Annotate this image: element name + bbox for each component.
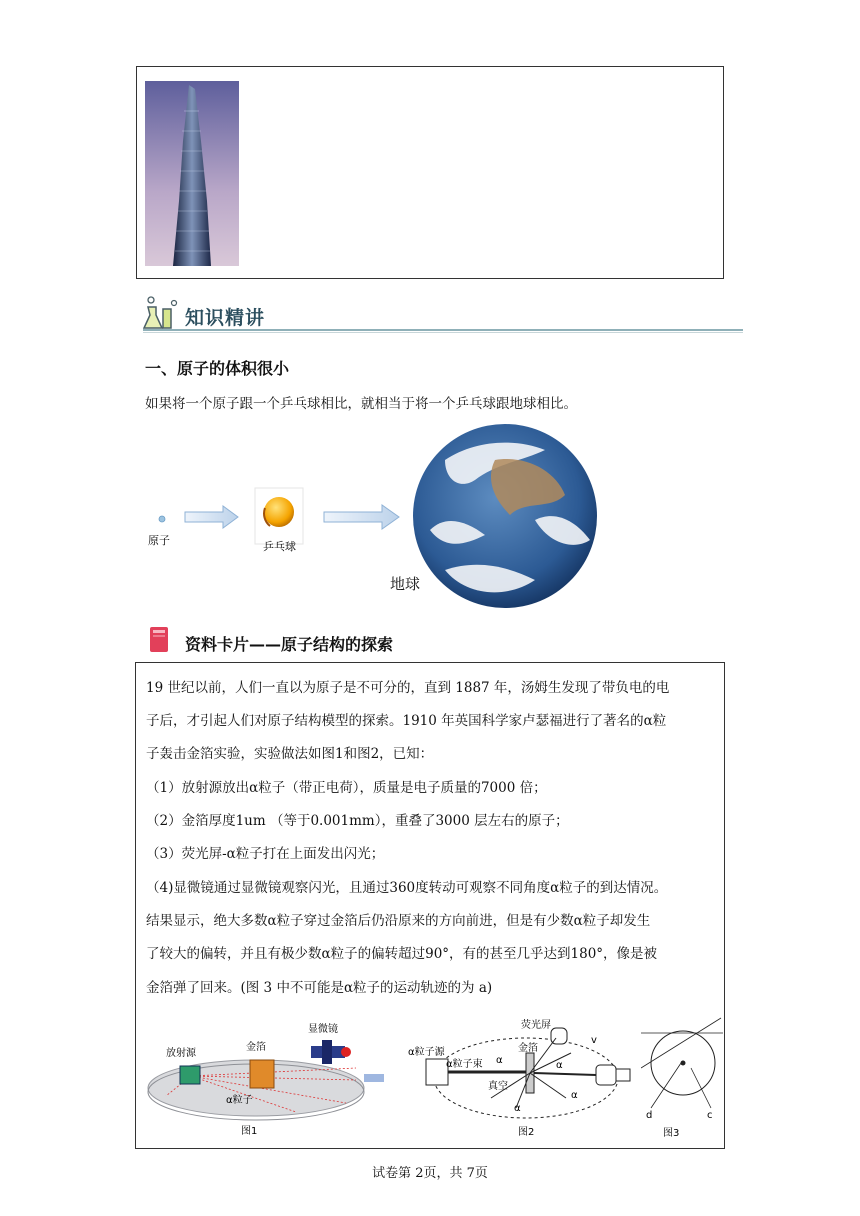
card-text-line: 了较大的偏转，并且有极少数α粒子的偏转超过90°，有的甚至几乎达到180°，像是被 [146,946,658,962]
fig2-beam-label: α粒子束 [446,1059,483,1070]
gold-foil [250,1060,274,1088]
page-footer: 试卷第 2页，共 7页 [372,1166,488,1181]
fig2-alpha-label: α [571,1090,578,1101]
fig2-alpha-label: α [514,1103,521,1114]
heading: 一、原子的体积很小 [145,359,290,378]
fig1-caption: 图1 [241,1126,258,1137]
fig3-d-label: d [646,1110,653,1121]
fig3-caption: 图3 [663,1128,680,1139]
card-text-line: （3）荧光屏-α粒子打在上面发出闪光； [146,846,385,862]
fig1-microscope-label: 显微镜 [308,1024,338,1035]
fig1-foil-label: 金箔 [246,1042,266,1053]
book-icon [147,626,171,654]
section-header [143,295,743,335]
fig2-alpha-label: α [556,1060,563,1071]
section-title: 知识精讲 [185,307,266,329]
image-frame [136,66,724,279]
card-text-line: 子轰击金箔实验，实验做法如图1和图2，已知： [146,746,434,762]
fig3-c-label: c [707,1110,713,1121]
arrow-icon [324,505,399,529]
card-text-line: 19 世纪以前，人们一直以为原子是不可分的，直到 1887 年，汤姆生发现了带负电的电 [146,680,670,696]
fig2-foil-label: 金箔 [518,1043,538,1054]
atom-dot [159,516,165,522]
paragraph: 如果将一个原子跟一个乒乓球相比，就相当于将一个乒乓球跟地球相比。 [145,396,577,412]
fig1-source-label: 放射源 [166,1048,196,1059]
divider [143,332,743,333]
card-text-line: 子后，才引起人们对原子结构模型的探索。1910 年英国科学家卢瑟福进行了著名的α粒 [146,713,667,729]
card-text-line: （2）金箔厚度1um （等于0.001mm），重叠了3000 层左右的原子； [146,813,569,829]
pingpong-label: 乒乓球 [263,540,296,553]
size-comparison-diagram [145,420,615,610]
arrow-icon [185,506,238,528]
fig2-caption: 图2 [518,1127,535,1138]
fig2-vacuum-label: 真空 [488,1081,508,1092]
card-title: 资料卡片——原子结构的探索 [185,635,394,654]
fig2-alpha-label: α [496,1055,503,1066]
fig2-v-label: v [591,1035,597,1046]
radiation-source [180,1066,200,1084]
fig2-source-label: α粒子源 [408,1047,445,1058]
fig2-screen-label: 荧光屏 [521,1020,551,1031]
card-text-line: （4)显微镜通过显微镜观察闪光，且通过360度转动可观察不同角度α粒子的到达情况。 [146,880,668,896]
card-text-line: 金箔弹了回来。(图 3 中不可能是α粒子的运动轨迹的为 a) [146,980,493,996]
figure-1 [146,1008,396,1138]
divider [143,329,743,331]
atom-label: 原子 [148,534,170,547]
flask-icon [143,295,181,333]
fig1-particle-label: α粒子 [226,1095,253,1106]
earth-label: 地球 [390,575,421,593]
figure-3 [641,1008,723,1141]
info-card [135,662,725,1149]
figure-2 [406,1013,641,1141]
card-text-line: （1）放射源放出α粒子（带正电荷），质量是电子质量的7000 倍； [146,780,547,796]
pingpong-ball [264,497,294,527]
skyscraper-image [145,81,239,266]
card-text-line: 结果显示，绝大多数α粒子穿过金箔后仍沿原来的方向前进，但是有少数α粒子却发生 [146,913,651,929]
